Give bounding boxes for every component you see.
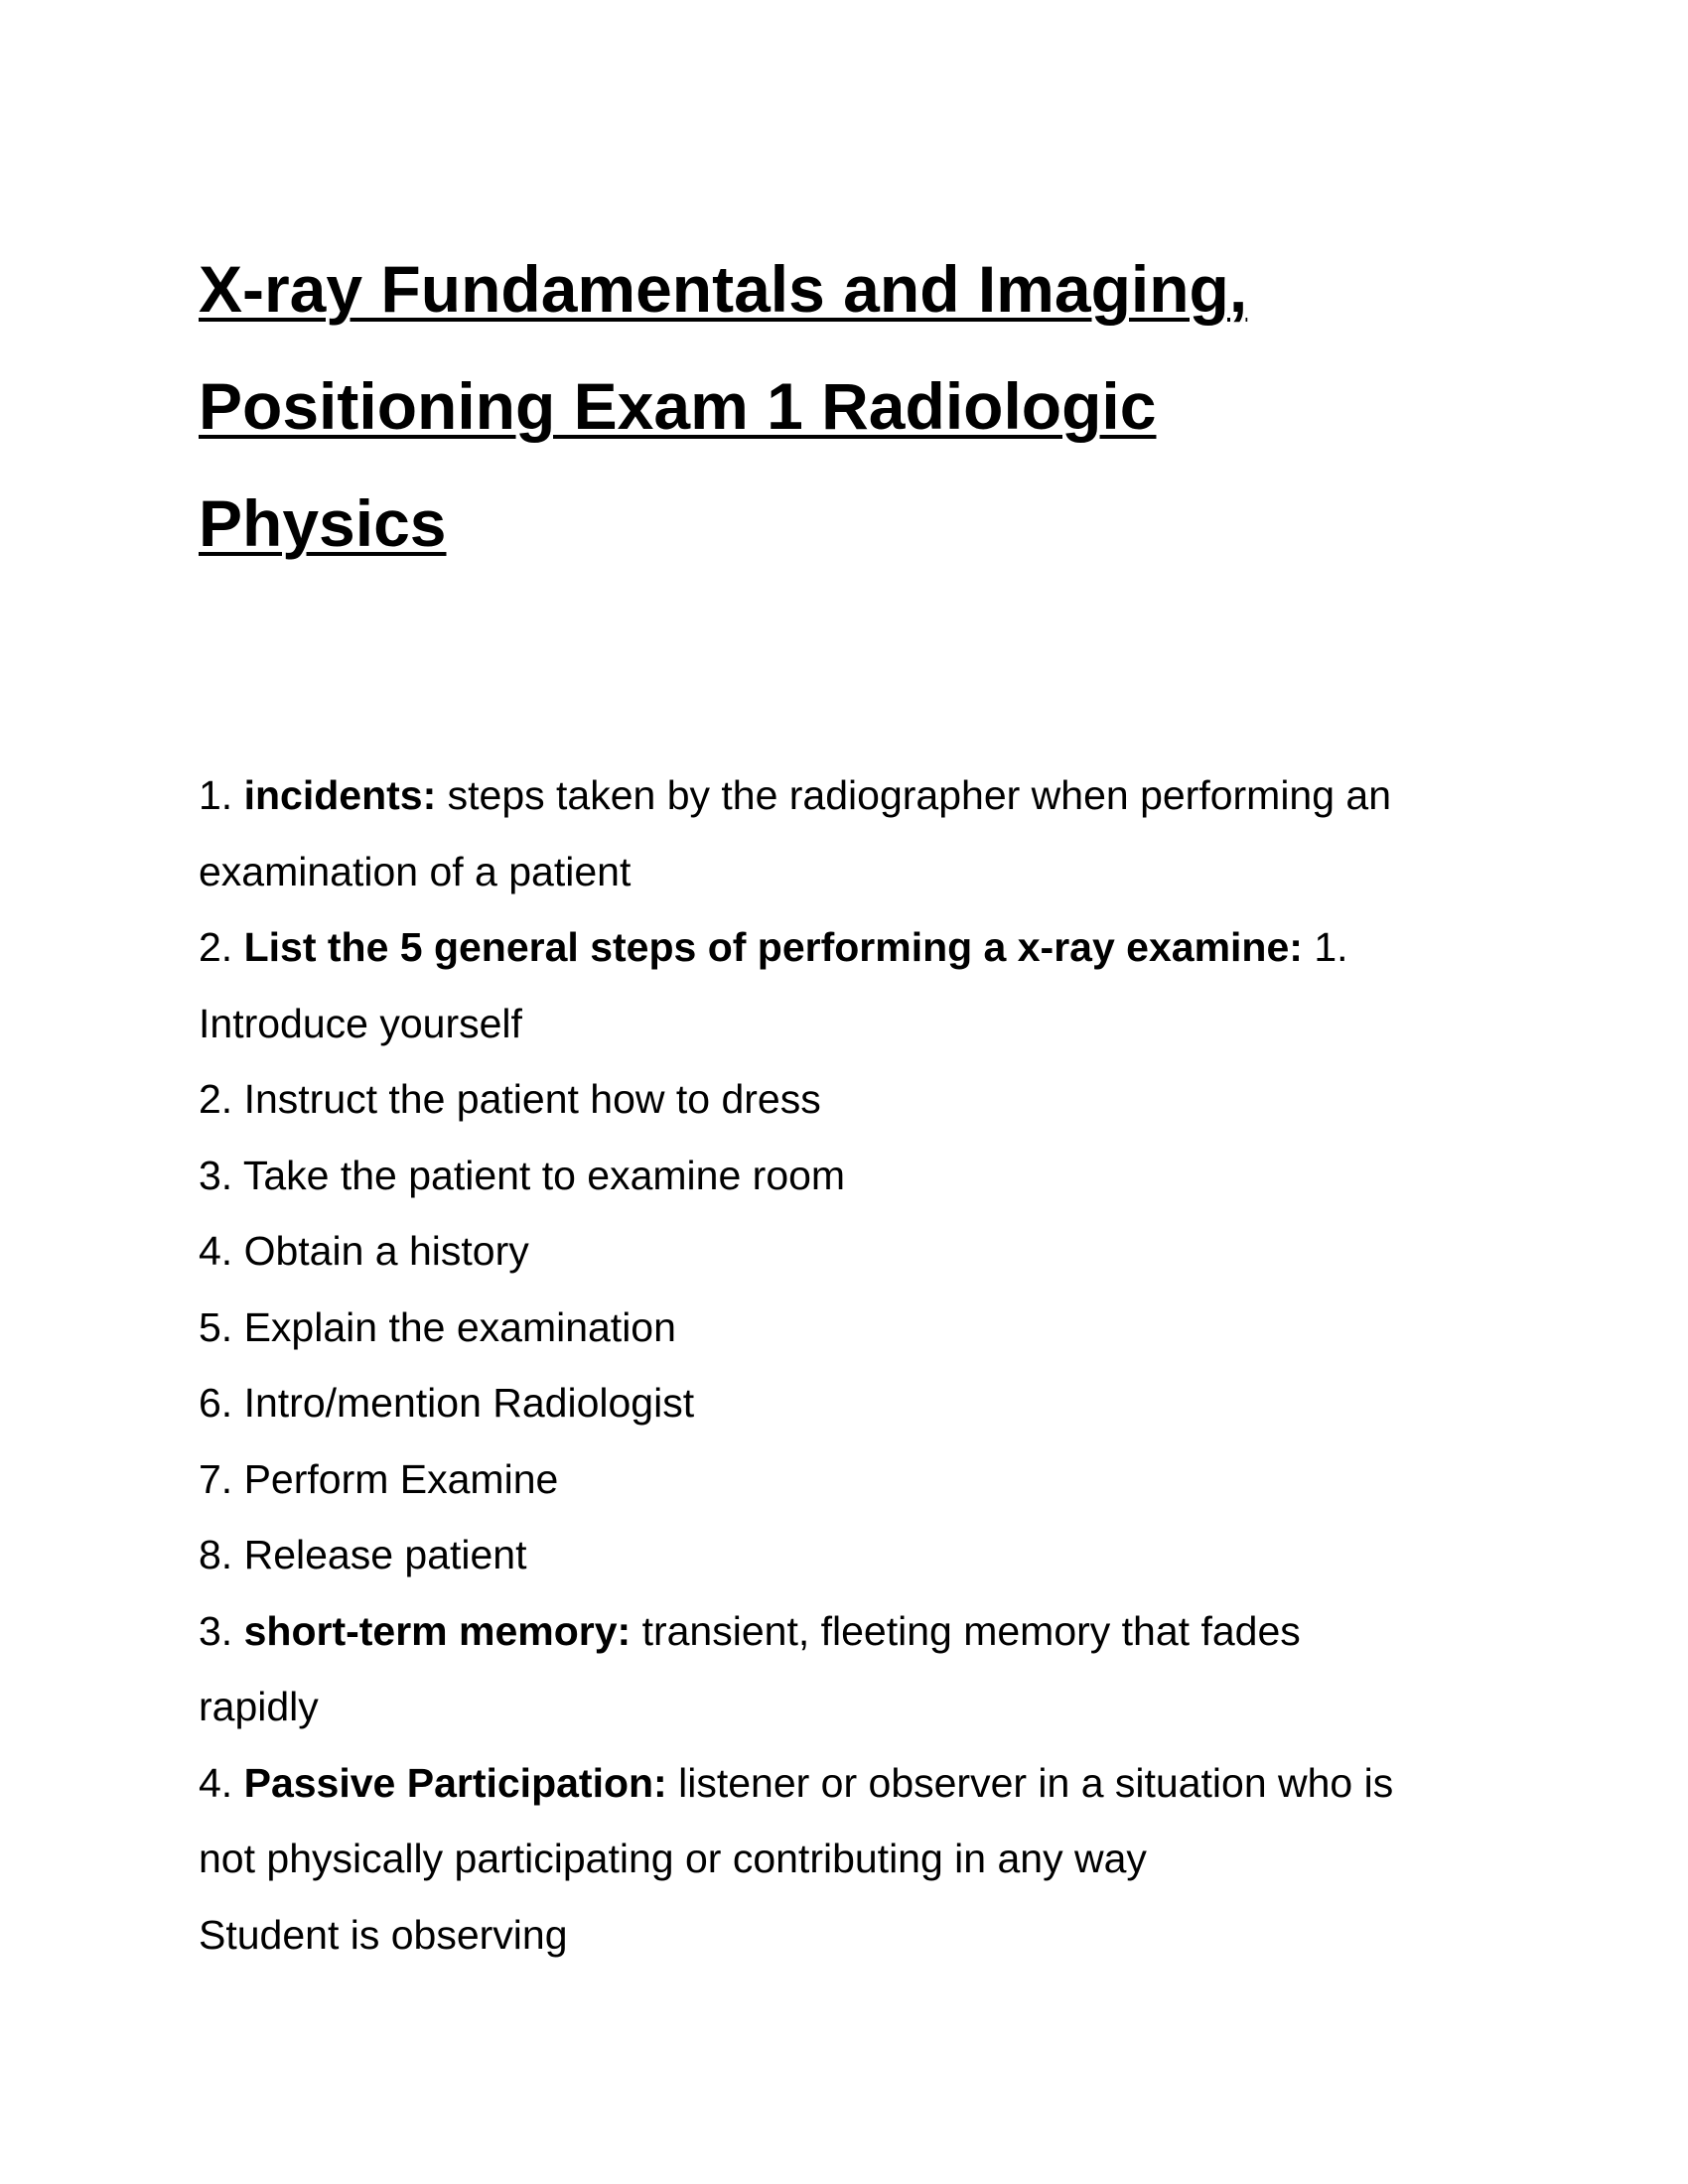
item-4-continuation: not physically participating or contributing in any way — [199, 1836, 1147, 1881]
document-body — [199, 757, 1509, 1973]
item-number: 2. — [199, 924, 244, 970]
item-term: Passive Participation: — [243, 1759, 667, 1806]
item-number: 3. — [199, 1607, 244, 1654]
item-2-line — [199, 909, 1509, 986]
item-term: incidents: — [243, 772, 437, 818]
item-1-continuation: examination of a patient — [199, 848, 632, 894]
item-definition: transient, fleeting memory that fades — [631, 1607, 1301, 1654]
item-definition: 1. — [1302, 924, 1348, 970]
step-line: 4. Obtain a history — [199, 1228, 529, 1274]
item-term: List the 5 general steps of performing a x-ray examine: — [243, 924, 1303, 970]
document-title — [199, 230, 1489, 582]
item-3-continuation: rapidly — [199, 1684, 319, 1729]
step-line: 3. Take the patient to examine room — [199, 1152, 846, 1198]
title-line-2: Positioning Exam 1 Radiologic — [199, 369, 1157, 443]
step-line: 6. Intro/mention Radiologist — [199, 1380, 695, 1426]
title-line-1: X-ray Fundamentals and Imaging, — [199, 252, 1248, 326]
item-4-note: Student is observing — [199, 1911, 568, 1958]
item-term: short-term memory: — [243, 1607, 632, 1654]
step-line: 8. Release patient — [199, 1532, 527, 1577]
item-1-line — [199, 757, 1509, 834]
item-3-line — [199, 1593, 1509, 1670]
item-definition: steps taken by the radiographer when performing an — [436, 772, 1392, 818]
item-4-line — [199, 1745, 1509, 1822]
item-2-continuation: Introduce yourself — [199, 1000, 522, 1046]
step-line: 2. Instruct the patient how to dress — [199, 1076, 821, 1122]
item-definition: listener or observer in a situation who is — [666, 1759, 1394, 1806]
item-number: 1. — [199, 772, 244, 818]
item-number: 4. — [199, 1759, 244, 1806]
step-line: 7. Perform Examine — [199, 1455, 559, 1502]
title-line-3: Physics — [199, 486, 447, 560]
step-line: 5. Explain the examination — [199, 1303, 676, 1350]
